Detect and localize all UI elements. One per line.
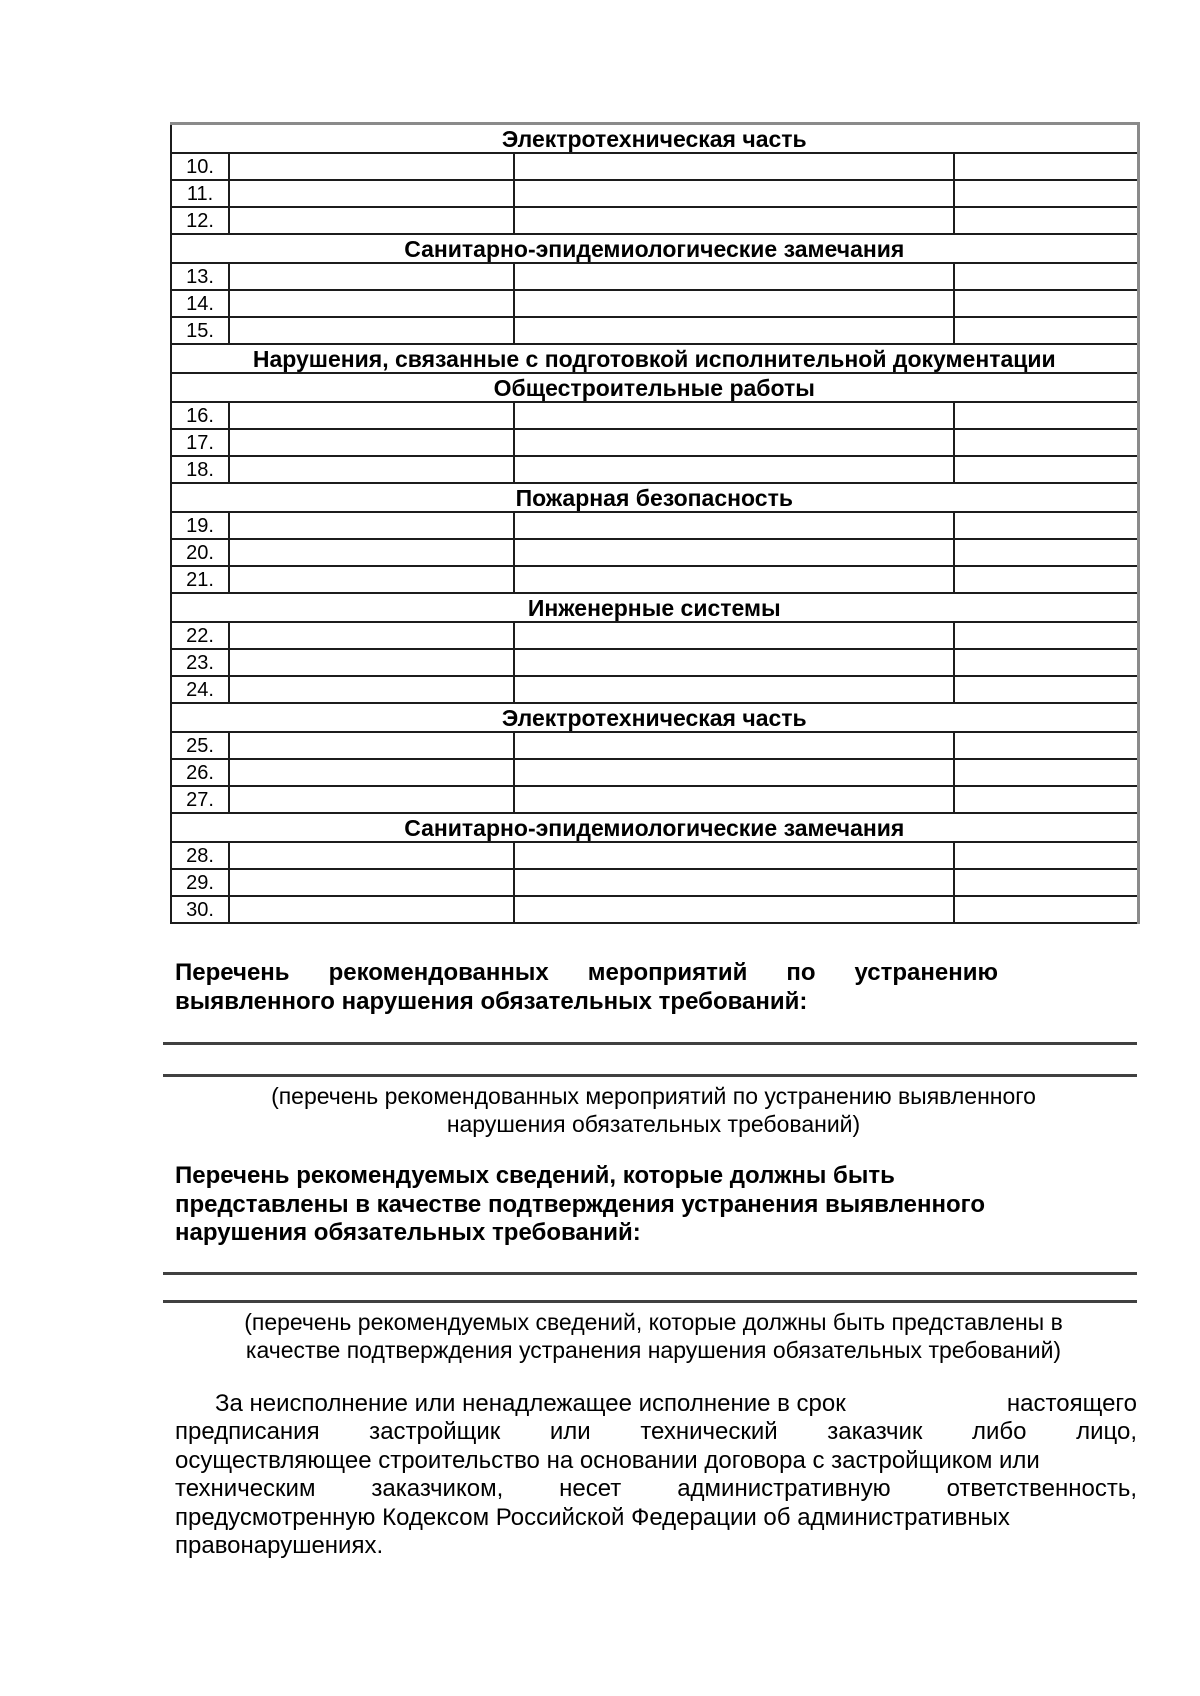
caption-line: (перечень рекомендуемых сведений, которые должны быть представлены в — [244, 1308, 1063, 1335]
caption-line: качестве подтверждения устранения нарушения обязательных требований) — [245, 1336, 1062, 1363]
row-number-cell: 28. — [171, 842, 229, 869]
empty-entry-cell — [229, 402, 514, 429]
table-item-row — [171, 842, 1138, 869]
empty-entry-cell — [514, 539, 954, 566]
table-item-row — [171, 429, 1138, 456]
paragraph-line: осуществляющее строительство на основании договора с застройщиком или — [175, 1446, 1040, 1474]
empty-entry-cell — [954, 429, 1138, 456]
empty-entry-cell — [954, 263, 1138, 290]
row-number-cell: 19. — [171, 512, 229, 539]
row-number-cell: 21. — [171, 566, 229, 593]
empty-entry-cell — [954, 896, 1138, 923]
empty-entry-cell — [514, 649, 954, 676]
empty-entry-cell — [954, 456, 1138, 483]
paragraph-line-right: настоящего — [1006, 1389, 1137, 1417]
empty-entry-cell — [954, 207, 1138, 234]
table-item-row — [171, 263, 1138, 290]
table-section-header: Общестроительные работы — [171, 373, 1138, 402]
caption-line: нарушения обязательных требований) — [446, 1111, 861, 1137]
heading-line: представлены в качестве подтверждения устранения выявленного — [175, 1190, 986, 1218]
empty-entry-cell — [229, 180, 514, 207]
row-number-cell: 22. — [171, 622, 229, 649]
empty-entry-cell — [229, 512, 514, 539]
empty-entry-cell — [954, 512, 1138, 539]
empty-entry-cell — [954, 676, 1138, 703]
document-content — [170, 122, 1137, 1561]
table-item-row — [171, 539, 1138, 566]
table-item-row — [171, 290, 1138, 317]
empty-entry-cell — [954, 622, 1138, 649]
fill-in-rule — [163, 1074, 1137, 1077]
empty-entry-cell — [229, 869, 514, 896]
table-item-row — [171, 649, 1138, 676]
table-section-header: Инженерные системы — [171, 593, 1138, 622]
table-section-header: Нарушения, связанные с подготовкой исполнительной документации — [171, 344, 1138, 373]
empty-entry-cell — [514, 512, 954, 539]
row-number-cell: 23. — [171, 649, 229, 676]
empty-entry-cell — [229, 263, 514, 290]
row-number-cell: 18. — [171, 456, 229, 483]
empty-entry-cell — [954, 759, 1138, 786]
empty-entry-cell — [229, 842, 514, 869]
table-section-header: Пожарная безопасность — [171, 483, 1138, 512]
table-section-row — [171, 234, 1138, 263]
table-item-row — [171, 207, 1138, 234]
empty-entry-cell — [229, 290, 514, 317]
row-number-cell: 20. — [171, 539, 229, 566]
table-section-row — [171, 813, 1138, 842]
table-item-row — [171, 732, 1138, 759]
empty-entry-cell — [954, 649, 1138, 676]
empty-entry-cell — [954, 869, 1138, 896]
fill-in-rule — [163, 1042, 1137, 1045]
table-item-row — [171, 759, 1138, 786]
empty-entry-cell — [229, 566, 514, 593]
empty-entry-cell — [229, 207, 514, 234]
table-section-header: Электротехническая часть — [171, 124, 1138, 154]
empty-entry-cell — [514, 180, 954, 207]
row-number-cell: 27. — [171, 786, 229, 813]
row-number-cell: 14. — [171, 290, 229, 317]
empty-entry-cell — [229, 153, 514, 180]
empty-entry-cell — [514, 263, 954, 290]
empty-entry-cell — [954, 539, 1138, 566]
empty-entry-cell — [514, 786, 954, 813]
empty-entry-cell — [229, 539, 514, 566]
table-item-row — [171, 512, 1138, 539]
empty-entry-cell — [229, 896, 514, 923]
row-number-cell: 30. — [171, 896, 229, 923]
table-item-row — [171, 896, 1138, 923]
table-item-row — [171, 869, 1138, 896]
recommended-info-heading — [175, 1162, 1137, 1248]
row-number-cell: 25. — [171, 732, 229, 759]
table-item-row — [171, 456, 1138, 483]
empty-entry-cell — [229, 649, 514, 676]
row-number-cell: 24. — [171, 676, 229, 703]
empty-entry-cell — [514, 456, 954, 483]
empty-entry-cell — [514, 566, 954, 593]
heading-line: выявленного нарушения обязательных требований: — [175, 987, 808, 1015]
empty-entry-cell — [954, 180, 1138, 207]
table-section-row — [171, 593, 1138, 622]
table-item-row — [171, 153, 1138, 180]
violations-table — [170, 122, 1140, 924]
paragraph-line: правонарушениях. — [175, 1532, 384, 1559]
table-section-row — [171, 373, 1138, 402]
empty-entry-cell — [514, 676, 954, 703]
paragraph-line: предписания застройщик или технический заказчик либо лицо, — [175, 1418, 1137, 1445]
table-section-header: Санитарно-эпидемиологические замечания — [171, 234, 1138, 263]
empty-entry-cell — [229, 456, 514, 483]
empty-entry-cell — [954, 317, 1138, 344]
empty-entry-cell — [229, 786, 514, 813]
row-number-cell: 16. — [171, 402, 229, 429]
table-item-row — [171, 676, 1138, 703]
empty-entry-cell — [229, 429, 514, 456]
table-section-header: Санитарно-эпидемиологические замечания — [171, 813, 1138, 842]
table-section-row — [171, 703, 1138, 732]
recommended-measures-caption — [170, 1082, 1137, 1138]
empty-entry-cell — [514, 317, 954, 344]
table-item-row — [171, 622, 1138, 649]
recommended-info-caption — [170, 1308, 1137, 1364]
empty-entry-cell — [514, 290, 954, 317]
heading-line: Перечень рекомендованных мероприятий по устранению — [175, 959, 998, 986]
row-number-cell: 15. — [171, 317, 229, 344]
table-item-row — [171, 317, 1138, 344]
empty-entry-cell — [514, 732, 954, 759]
empty-entry-cell — [954, 842, 1138, 869]
row-number-cell: 17. — [171, 429, 229, 456]
fill-in-rule — [163, 1272, 1137, 1275]
empty-entry-cell — [954, 566, 1138, 593]
paragraph-line-left: За неисполнение или ненадлежащее исполнение в срок — [215, 1389, 846, 1417]
paragraph-line: техническим заказчиком, несет административную ответственность, — [175, 1475, 1137, 1502]
table-section-header: Электротехническая часть — [171, 703, 1138, 732]
row-number-cell: 13. — [171, 263, 229, 290]
table-item-row — [171, 180, 1138, 207]
empty-entry-cell — [514, 842, 954, 869]
row-number-cell: 11. — [171, 180, 229, 207]
empty-entry-cell — [954, 732, 1138, 759]
empty-entry-cell — [514, 207, 954, 234]
empty-entry-cell — [229, 622, 514, 649]
paragraph-line: предусмотренную Кодексом Российской Федерации об административных — [175, 1503, 1010, 1531]
caption-line: (перечень рекомендованных мероприятий по устранению выявленного — [271, 1083, 1036, 1109]
row-number-cell: 12. — [171, 207, 229, 234]
row-number-cell: 26. — [171, 759, 229, 786]
empty-entry-cell — [514, 869, 954, 896]
empty-entry-cell — [954, 786, 1138, 813]
empty-entry-cell — [229, 732, 514, 759]
paragraph-line — [175, 1390, 1137, 1419]
empty-entry-cell — [954, 402, 1138, 429]
violations-table-body — [171, 124, 1138, 924]
empty-entry-cell — [514, 402, 954, 429]
empty-entry-cell — [514, 622, 954, 649]
recommended-measures-heading — [175, 959, 998, 1016]
table-section-row — [171, 124, 1138, 154]
empty-entry-cell — [229, 676, 514, 703]
heading-line: нарушения обязательных требований: — [175, 1219, 641, 1246]
table-section-row — [171, 344, 1138, 373]
row-number-cell: 10. — [171, 153, 229, 180]
table-item-row — [171, 566, 1138, 593]
table-item-row — [171, 786, 1138, 813]
liability-paragraph — [175, 1390, 1137, 1561]
empty-entry-cell — [514, 759, 954, 786]
table-item-row — [171, 402, 1138, 429]
table-section-row — [171, 483, 1138, 512]
empty-entry-cell — [954, 290, 1138, 317]
empty-entry-cell — [229, 317, 514, 344]
row-number-cell: 29. — [171, 869, 229, 896]
empty-entry-cell — [954, 153, 1138, 180]
heading-line: Перечень рекомендуемых сведений, которые должны быть — [175, 1162, 895, 1189]
empty-entry-cell — [514, 153, 954, 180]
fill-in-rule — [163, 1300, 1137, 1303]
empty-entry-cell — [514, 429, 954, 456]
empty-entry-cell — [229, 759, 514, 786]
empty-entry-cell — [514, 896, 954, 923]
